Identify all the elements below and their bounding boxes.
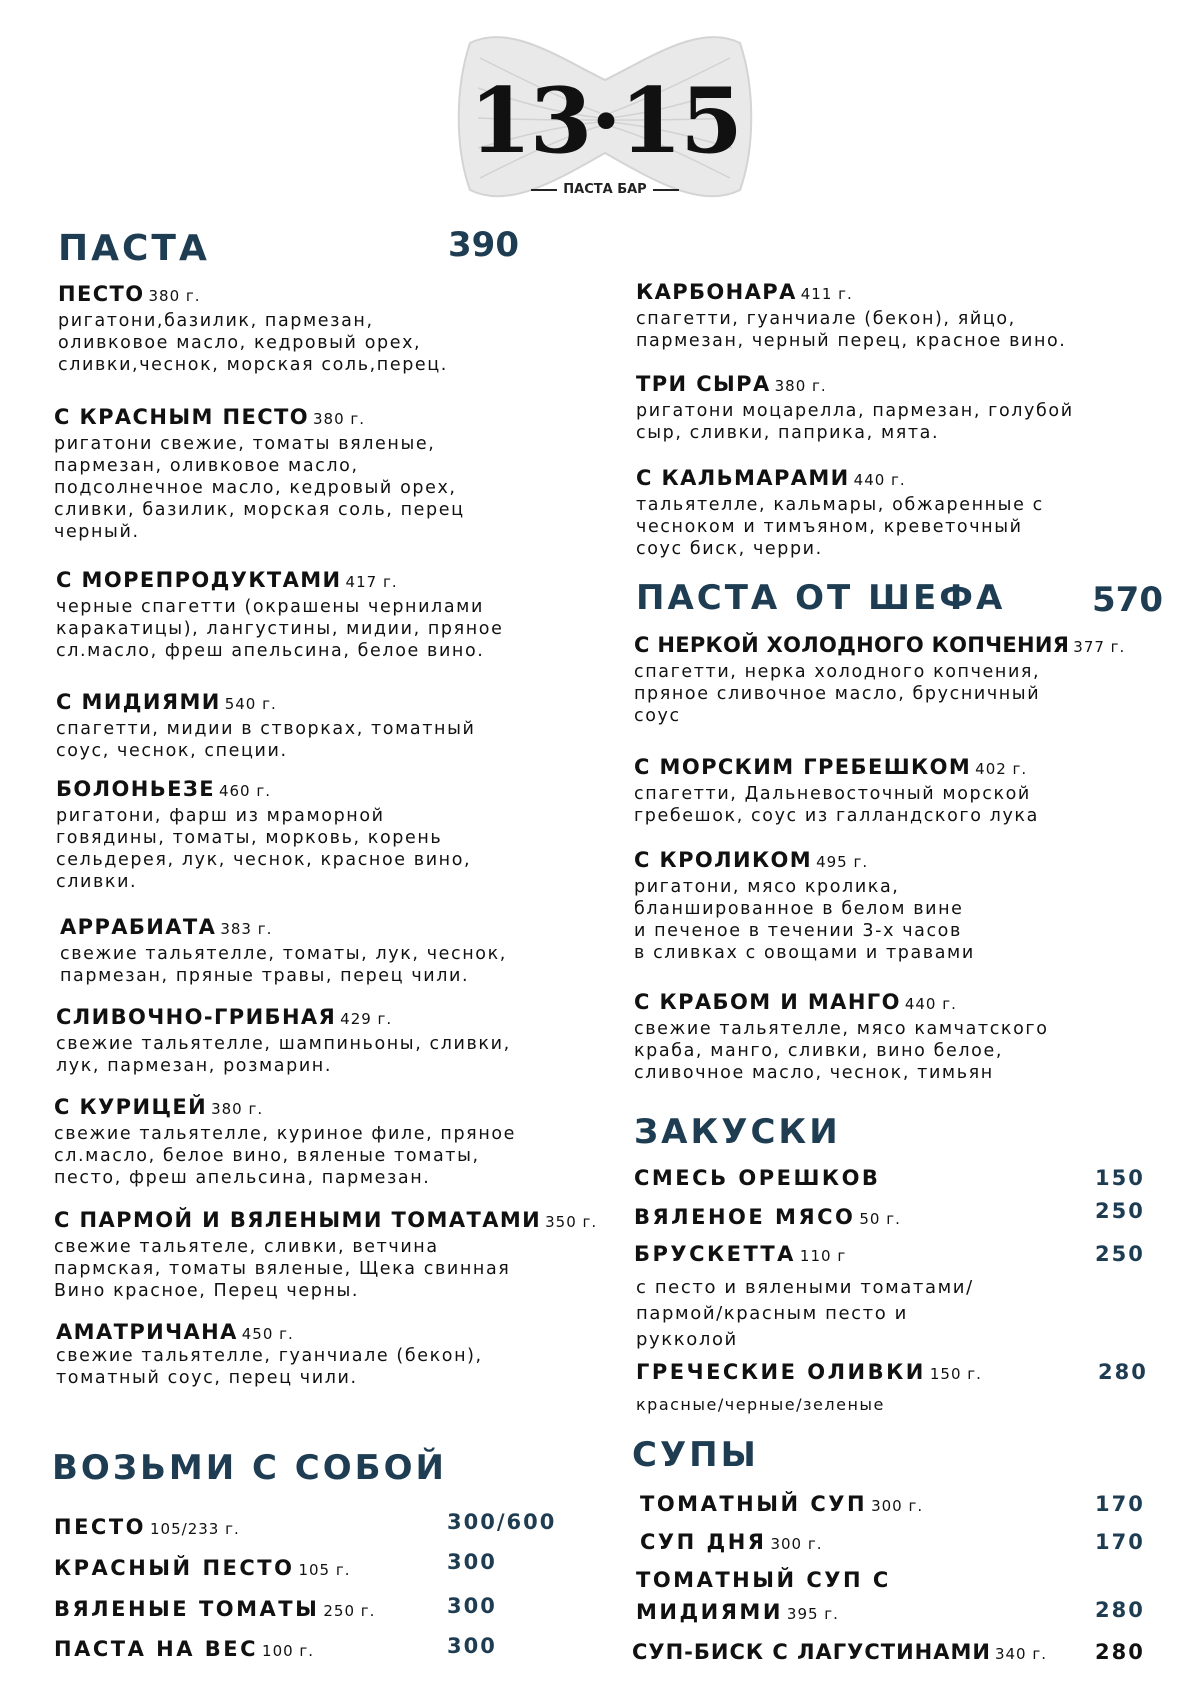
item-description: свежие тальятелле, гуанчиале (бекон), томатный соус, перец чили.	[56, 1346, 483, 1389]
item-name: С МИДИЯМИ 540 г.	[56, 690, 277, 714]
menu-item	[56, 690, 475, 762]
snack-description: с песто и вялеными томатами/ пармой/красным песто и рукколой	[636, 1277, 974, 1350]
item-description: свежие тальятелле, шампиньоны, сливки, лук, пармезан, розмарин.	[56, 1034, 511, 1077]
menu-item	[634, 990, 1049, 1084]
takeaway-row: ПЕСТО 105/233 г.	[54, 1515, 240, 1539]
takeaway-price: 300	[447, 1550, 497, 1574]
item-description: ригатони, фарш из мраморной говядины, томаты, морковь, корень сельдерея, лук, чеснок, красное вино, сливки.	[56, 806, 472, 893]
item-name: С МОРЕПРОДУКТАМИ 417 г.	[56, 568, 398, 592]
soup-row: СУП-БИСК С ЛАГУСТИНАМИ 340 г.	[632, 1640, 1048, 1664]
soup-price: 280	[1095, 1640, 1145, 1664]
snack-row: ГРЕЧЕСКИЕ ОЛИВКИ 150 г.	[636, 1360, 982, 1384]
menu-item	[56, 777, 471, 893]
item-description: ригатони моцарелла, пармезан, голубой сыр, сливки, паприка, мята.	[636, 401, 1074, 444]
soup-row: ТОМАТНЫЙ СУП С	[636, 1568, 891, 1592]
item-description: свежие тальятелле, томаты, лук, чеснок, пармезан, пряные травы, перец чили.	[60, 944, 507, 987]
logo	[450, 18, 760, 213]
takeaway-price: 300/600	[447, 1510, 557, 1534]
item-description: ригатони свежие, томаты вяленые, пармезан, оливковое масло, подсолнечное масло, кедровый орех, сливки, базилик, морская соль, перец черный.	[54, 434, 465, 543]
takeaway-section-title: ВОЗЬМИ С СОБОЙ	[52, 1448, 447, 1488]
item-name: С МОРСКИМ ГРЕБЕШКОМ 402 г.	[634, 755, 1028, 779]
chef-section-price: 570	[1092, 580, 1163, 620]
item-description: черные спагетти (окрашены чернилами каракатицы), лангустины, мидии, пряное сл.масло, фреш апельсина, белое вино.	[56, 597, 504, 662]
menu-item	[636, 280, 1066, 352]
takeaway-price: 300	[447, 1594, 497, 1618]
menu-item	[634, 633, 1125, 727]
menu-item	[54, 1208, 597, 1302]
menu-item	[56, 1320, 483, 1389]
item-name: БОЛОНЬЕЗЕ 460 г.	[56, 777, 272, 801]
snack-row: БРУСКЕТТА 110 г	[634, 1242, 847, 1266]
takeaway-row: ПАСТА НА ВЕС 100 г.	[54, 1637, 315, 1661]
soup-price: 170	[1095, 1530, 1145, 1554]
menu-item	[54, 405, 465, 543]
soup-price: 170	[1095, 1492, 1145, 1516]
menu-item	[58, 282, 448, 376]
chef-section-title: ПАСТА ОТ ШЕФА	[636, 578, 1006, 618]
item-description: спагетти, мидии в створках, томатный соус, чеснок, специи.	[56, 719, 476, 762]
soup-row: ТОМАТНЫЙ СУП 300 г.	[640, 1492, 924, 1516]
item-description: свежие тальятелле, мясо камчатского краба, манго, сливки, вино белое, сливочное масло, чеснок, тимьян	[634, 1019, 1049, 1084]
item-name: С КРАБОМ И МАНГО 440 г.	[634, 990, 957, 1014]
menu-item	[60, 915, 507, 987]
item-name: КАРБОНАРА 411 г.	[636, 280, 853, 304]
item-name: СЛИВОЧНО-ГРИБНАЯ 429 г.	[56, 1005, 393, 1029]
item-name: С ПАРМОЙ И ВЯЛЕНЫМИ ТОМАТАМИ 350 г.	[54, 1208, 598, 1232]
item-name: АРРАБИАТА 383 г.	[60, 915, 273, 939]
takeaway-row: ВЯЛЕНЫЕ ТОМАТЫ 250 г.	[54, 1597, 376, 1621]
item-name: С КУРИЦЕЙ 380 г.	[54, 1095, 264, 1119]
soups-section-title: СУПЫ	[632, 1435, 759, 1475]
snack-price: 250	[1095, 1199, 1145, 1223]
item-description: тальятелле, кальмары, обжаренные с чесноком и тимъяном, креветочный соус биск, черри.	[636, 495, 1044, 560]
snack-price: 250	[1095, 1242, 1145, 1266]
item-name: АМАТРИЧАНА 450 г.	[56, 1320, 294, 1344]
item-name: С КРОЛИКОМ 495 г.	[634, 848, 869, 872]
item-name: С КАЛЬМАРАМИ 440 г.	[636, 466, 906, 490]
menu-item	[634, 755, 1039, 827]
item-description: свежие тальятелле, куриное филе, пряное сл.масло, белое вино, вяленые томаты, песто, фреш апельсина, пармезан.	[54, 1124, 517, 1189]
snacks-section-title: ЗАКУСКИ	[634, 1112, 841, 1152]
snack-description: красные/черные/зеленые	[636, 1395, 885, 1414]
menu-item	[636, 372, 1074, 444]
item-name: С КРАСНЫМ ПЕСТО 380 г.	[54, 405, 366, 429]
menu-item	[54, 1095, 516, 1189]
item-description: свежие тальятеле, сливки, ветчина пармская, томаты вяленые, Щека свинная Вино красное, Перец черны.	[54, 1237, 511, 1302]
item-description: спагетти, нерка холодного копчения, пряное сливочное масло, брусничный соус	[634, 662, 1041, 727]
item-description: спагетти, Дальневосточный морской гребешок, соус из галландского лука	[634, 784, 1039, 827]
takeaway-row: КРАСНЫЙ ПЕСТО 105 г.	[54, 1556, 351, 1580]
menu-item	[56, 568, 503, 662]
item-name: С НЕРКОЙ ХОЛОДНОГО КОПЧЕНИЯ 377 г.	[634, 633, 1126, 657]
snack-row: СМЕСЬ ОРЕШКОВ	[634, 1166, 881, 1190]
logo-number: 13·15	[469, 68, 741, 174]
snack-row: ВЯЛЕНОЕ МЯСО 50 г.	[634, 1205, 901, 1229]
soup-row: МИДИЯМИ 395 г.	[636, 1600, 839, 1624]
snack-price: 280	[1098, 1360, 1148, 1384]
snack-price: 150	[1095, 1166, 1145, 1190]
item-description: спагетти, гуанчиале (бекон), яйцо, пармезан, черный перец, красное вино.	[636, 309, 1067, 352]
soup-row: СУП ДНЯ 300 г.	[640, 1530, 823, 1554]
menu-item	[634, 848, 975, 964]
item-name: ПЕСТО 380 г.	[58, 282, 201, 306]
menu-item	[56, 1005, 511, 1077]
pasta-section-title: ПАСТА	[58, 228, 210, 269]
takeaway-price: 300	[447, 1634, 497, 1658]
item-description: ригатони,базилик, пармезан, оливковое масло, кедровый орех, сливки,чеснок, морская соль,перец.	[58, 311, 448, 376]
logo-subtitle: ПАСТА БАР	[450, 182, 760, 197]
soup-price: 280	[1095, 1598, 1145, 1622]
pasta-section-price: 390	[448, 225, 519, 265]
item-description: ригатони, мясо кролика, бланшированное в белом вине и печеное в течении 3-х часов в сливках с овощами и травами	[634, 877, 975, 964]
menu-item	[636, 466, 1044, 560]
item-name: ТРИ СЫРА 380 г.	[636, 372, 827, 396]
